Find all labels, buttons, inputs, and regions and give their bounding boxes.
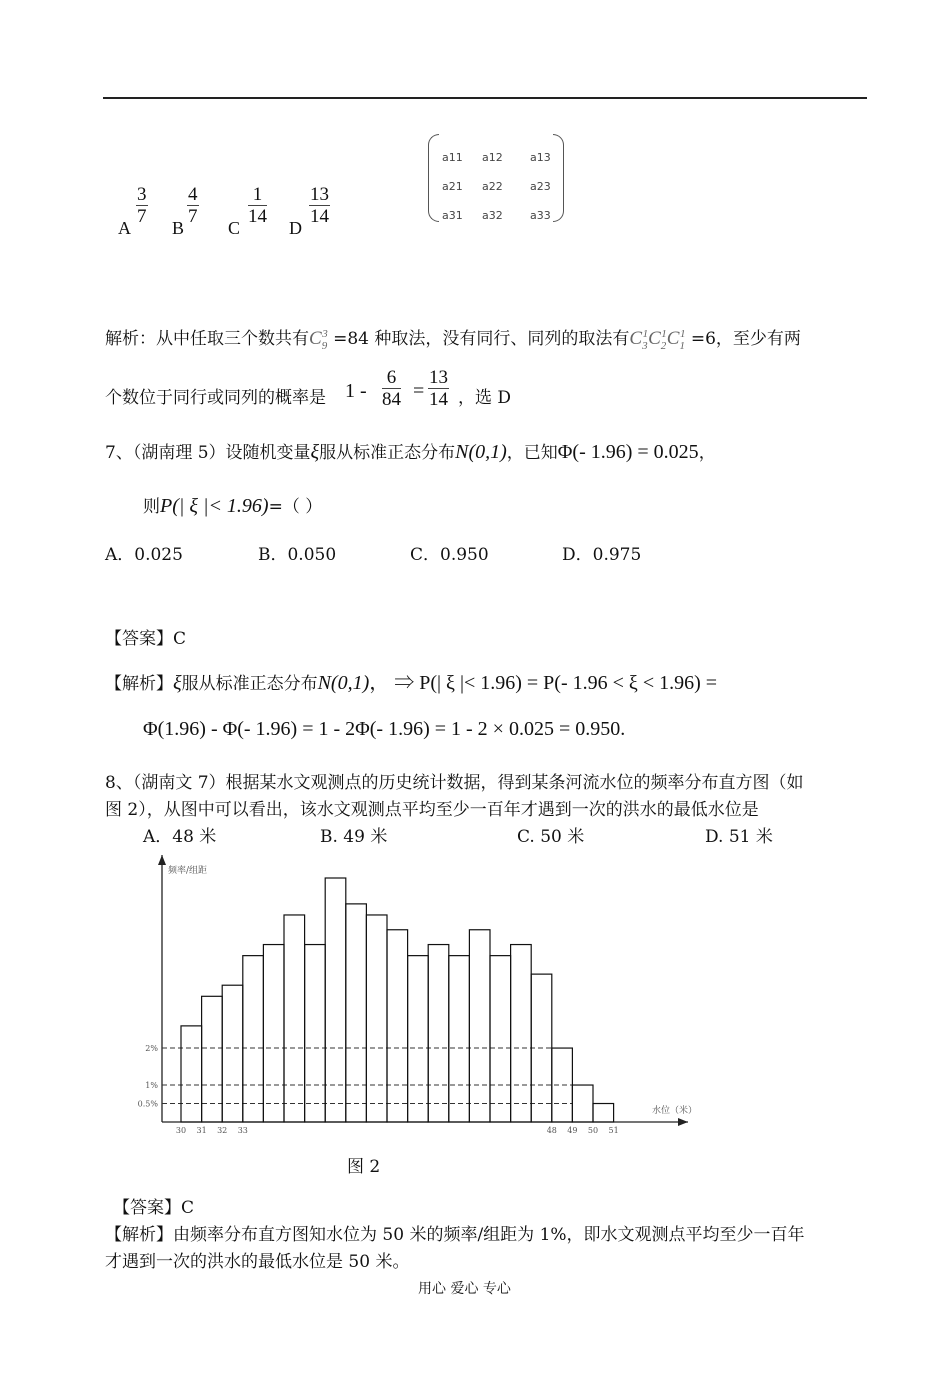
- q6-analysis-line2: 个数位于同行或同列的概率是: [105, 388, 326, 408]
- y-axis-label: 频率/组距: [168, 866, 208, 876]
- matrix-cell: a23: [530, 180, 551, 193]
- histogram-bar-41-42: [408, 956, 429, 1122]
- q8-option-d: D. 51 米: [705, 827, 773, 847]
- q7-stem: 7、（湖南理 5）设随机变量ξ服从标准正态分布N(0,1)，已知Φ(- 1.96) = 0.025，: [105, 441, 716, 463]
- histogram-bar-40-41: [387, 930, 408, 1122]
- q6-choose-d: ，选 D: [458, 388, 512, 408]
- y-axis-arrow: [158, 855, 166, 865]
- histogram-bar-32-33: [222, 985, 243, 1122]
- histogram-bar-43-44: [449, 956, 470, 1122]
- q6-option-c-letter: C: [228, 218, 241, 238]
- q8-analysis-line2: 才遇到一次的洪水的最低水位是 50 米。: [105, 1252, 410, 1272]
- x-tick-label-30: 30: [175, 1126, 187, 1135]
- matrix-cell: a31: [442, 209, 463, 222]
- q6-analysis-line1: 解析：从中任取三个数共有$C_9^3 =84$ 种取法，没有同行、同列的取法有$C_3^1C_2^1C_1^1 =6$，至少有两: [105, 327, 801, 352]
- matrix-cell: a22: [482, 180, 503, 193]
- q8-answer: 【答案】C: [113, 1198, 195, 1218]
- q8-option-b: B. 49 米: [320, 827, 388, 847]
- q7-option-d: D．0.975: [562, 545, 642, 565]
- q6-option-a-letter: A: [118, 218, 131, 238]
- histogram-bar-49-50: [572, 1085, 593, 1122]
- q8-stem-line2: 图 2），从图中可以看出，该水文观测点平均至少一百年才遇到一次的洪水的最低水位是: [105, 800, 759, 820]
- matrix-cell: a32: [482, 209, 503, 222]
- q6-option-a-fraction: $\frac{3}{7}$: [137, 184, 147, 227]
- q7-analysis-line1: 【解析】ξ服从标准正态分布N(0,1)， ⇒ P(| ξ |< 1.96) = P(- 1.96 < ξ < 1.96) =: [105, 672, 718, 694]
- histogram-bar-50-51: [593, 1104, 614, 1122]
- histogram-bar-34-35: [263, 945, 284, 1122]
- x-tick-label-49: 49: [567, 1126, 578, 1135]
- q8-option-c: C. 50 米: [517, 827, 585, 847]
- histogram-bar-36-37: [305, 945, 326, 1122]
- x-tick-label-48: 48: [546, 1126, 557, 1135]
- histogram-bar-39-40: [366, 915, 387, 1122]
- q6-option-d-fraction: $\frac{13}{14}$: [310, 184, 329, 227]
- x-tick-label-51: 51: [608, 1126, 619, 1135]
- q6-option-d-letter: D: [289, 218, 302, 238]
- q6-option-c-fraction: $\frac{1}{14}$: [248, 184, 267, 227]
- matrix-cell: a33: [530, 209, 551, 222]
- reference-label-2: 1%: [145, 1081, 158, 1091]
- histogram-bar-44-45: [469, 930, 490, 1122]
- q8-analysis-line1: 【解析】由频率分布直方图知水位为 50 米的频率/组距为 1%，即水文观测点平均至少一百年: [105, 1225, 805, 1245]
- reference-label-3: 0.5%: [137, 1099, 158, 1109]
- one-minus: 1 -: [345, 380, 367, 402]
- histogram-bar-45-46: [490, 956, 511, 1122]
- matrix-cell: a11: [442, 151, 463, 164]
- matrix-cell: a12: [482, 151, 503, 164]
- equals-sign: =: [413, 380, 425, 402]
- x-tick-label-31: 31: [196, 1126, 207, 1135]
- fraction-6-84: $\frac{6}{84}$: [382, 367, 401, 410]
- x-tick-label-33: 33: [237, 1126, 248, 1135]
- x-tick-label-50: 50: [587, 1126, 599, 1135]
- histogram-bar-33-34: [243, 956, 264, 1122]
- q8-option-a: A．48 米: [143, 827, 217, 847]
- q7-option-c: C．0.950: [410, 545, 489, 565]
- q6-option-b-letter: B: [172, 218, 185, 238]
- q7-option-a: A．0.025: [105, 545, 183, 565]
- histogram-bar-35-36: [284, 915, 305, 1122]
- q8-stem-line1: 8、（湖南文 7）根据某水文观测点的历史统计数据，得到某条河流水位的频率分布直方图（如: [105, 773, 804, 793]
- q7-option-b: B．0.050: [258, 545, 337, 565]
- x-tick-label-32: 32: [217, 1126, 228, 1135]
- figure-caption: 图 2: [347, 1157, 381, 1177]
- histogram-bar-38-39: [346, 904, 367, 1122]
- reference-label-1: 2%: [145, 1044, 158, 1054]
- q7-answer: 【答案】C: [105, 629, 187, 649]
- histogram-bar-46-47: [511, 945, 532, 1122]
- histogram-bar-42-43: [428, 945, 449, 1122]
- x-axis-arrow: [678, 1118, 688, 1126]
- c-product: $C_3^1C_2^1C_1^1$: [629, 327, 686, 352]
- q7-question: 则P(| ξ |< 1.96)=（ ）: [143, 495, 323, 517]
- matrix-cell: a21: [442, 180, 463, 193]
- histogram-bar-30-31: [181, 1026, 202, 1122]
- page-footer: 用心 爱心 专心: [418, 1281, 511, 1297]
- fraction-13-14: $\frac{13}{14}$: [429, 367, 448, 410]
- q7-analysis-line2: Φ(1.96) - Φ(- 1.96) = 1 - 2Φ(- 1.96) = 1 - 2 × 0.025 = 0.950.: [143, 718, 626, 740]
- matrix-cell: a13: [530, 151, 551, 164]
- q6-option-b-fraction: $\frac{4}{7}$: [188, 184, 198, 227]
- x-axis-label: 水位（米）: [652, 1106, 698, 1116]
